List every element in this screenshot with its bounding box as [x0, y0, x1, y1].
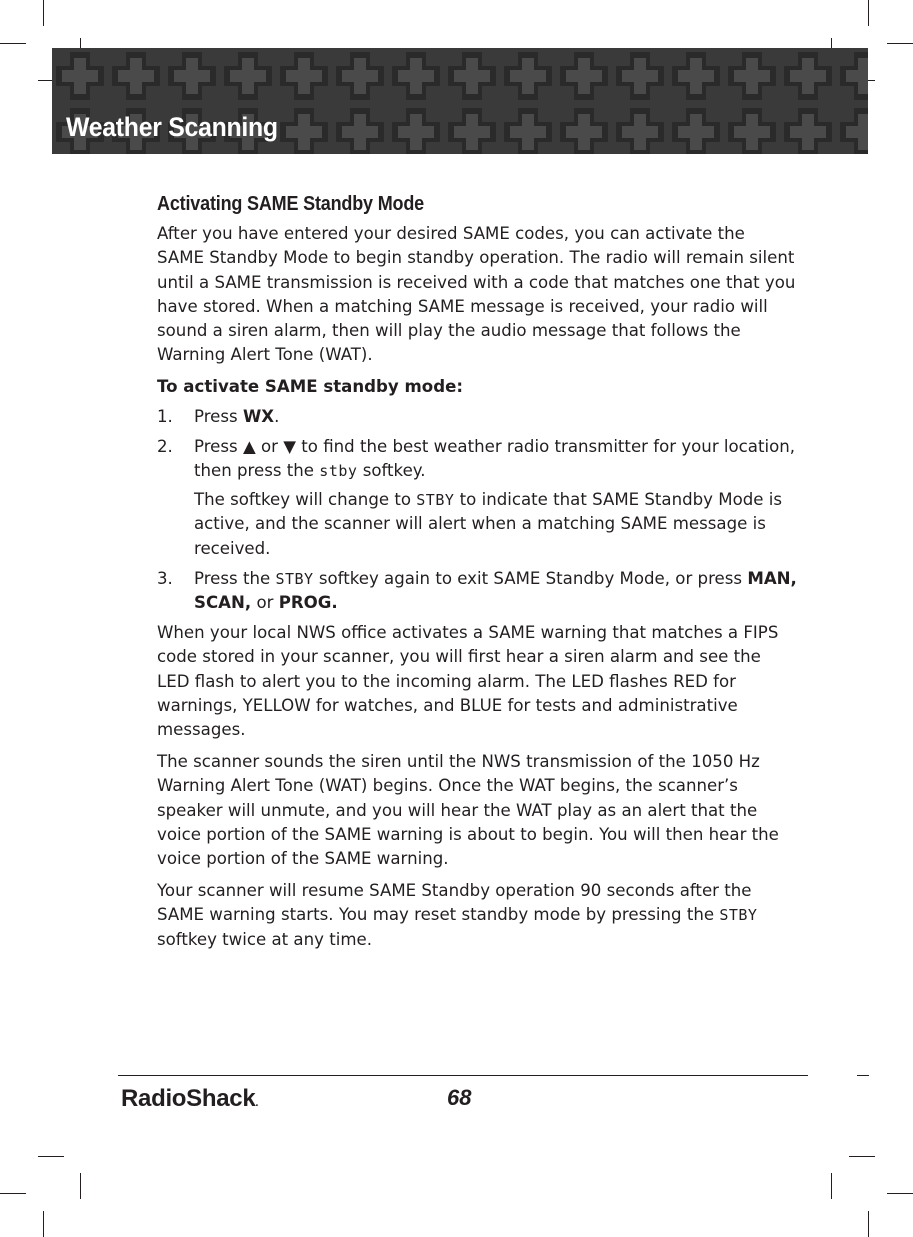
paragraph-text: Your scanner will resume SAME Standby operation 90 seconds after the SAME warning starts. You may reset standby mode by pressing the	[157, 881, 752, 925]
step-text: or	[251, 593, 279, 613]
brand-logo	[121, 1085, 258, 1113]
section-title: Weather Scanning	[66, 112, 278, 142]
step-text: softkey.	[357, 461, 426, 481]
crop-mark	[80, 1173, 81, 1199]
note-text: to indicate that SAME Standby Mode is active, and the scanner will alert when a matching SAME message is received.	[194, 490, 783, 558]
key-wx: WX	[242, 406, 275, 426]
step-text: Press	[194, 406, 243, 426]
siren-paragraph: The scanner sounds the siren until the NWS transmission of the 1050 Hz Warning Alert Tone (WAT) begins. Once the WAT begins, the scanner’s speaker will unmute, and you will hear the WAT play as an alert that the voice portion of the SAME warning is about to begin. You will then hear the voice portion of the SAME warning.	[157, 752, 779, 869]
footer-tick	[857, 1075, 869, 1076]
brand-name: RadioShack	[121, 1085, 256, 1112]
step-text: Press the	[194, 568, 276, 588]
step-1	[157, 405, 797, 429]
footer-rule	[118, 1075, 808, 1076]
crop-mark	[887, 1193, 913, 1194]
crop-mark	[0, 1193, 26, 1194]
alert-paragraph: When your local NWS office activates a SAME warning that matches a FIPS code stored in your scanner, you will first hear a siren alarm and see the LED flash to alert you to the incoming alarm. The LED flashes RED for warnings, YELLOW for watches, and BLUE for tests and administrative messages.	[157, 623, 779, 740]
page-number: 68	[447, 1085, 472, 1110]
procedure-title: To activate SAME standby mode:	[157, 377, 463, 397]
step-text: Press ▲ or ▼ to find the best weather radio transmitter for your location, then press the	[194, 436, 796, 481]
crop-mark	[868, 0, 869, 26]
note-text: The softkey will change to	[194, 490, 417, 510]
step-text: .	[274, 406, 280, 426]
crop-mark	[831, 1173, 832, 1199]
section-heading: Activating SAME Standby Mode	[157, 193, 424, 215]
lcd-stby: STBY	[719, 906, 758, 925]
step-number: 2.	[157, 436, 173, 456]
lcd-stby: STBY	[275, 569, 314, 588]
crop-mark	[849, 1156, 875, 1157]
step-note	[194, 488, 797, 561]
brand-dot: .	[255, 1097, 259, 1109]
key-man-scan: MAN, SCAN,	[194, 568, 797, 613]
resume-paragraph	[157, 879, 797, 952]
lcd-stby-lower: stby	[319, 462, 358, 481]
crop-mark	[38, 1156, 64, 1157]
crop-mark	[0, 43, 26, 44]
step-text: softkey again to exit SAME Standby Mode, or press	[313, 568, 748, 588]
procedure-steps	[157, 405, 797, 616]
crop-mark	[868, 1211, 869, 1237]
step-2	[157, 435, 797, 561]
lcd-stby: STBY	[416, 491, 455, 510]
step-number: 1.	[157, 406, 173, 426]
crop-mark	[43, 1211, 44, 1237]
page-content	[157, 192, 797, 960]
key-prog: PROG.	[278, 593, 338, 613]
crop-mark	[887, 43, 913, 44]
crop-mark	[43, 0, 44, 26]
paragraph-text: softkey twice at any time.	[157, 929, 372, 949]
step-3	[157, 567, 797, 615]
intro-paragraph: After you have entered your desired SAME codes, you can activate the SAME Standby Mode to begin standby operation. The radio will remain silent until a SAME transmission is received with a code that matches one that you have stored. When a matching SAME message is received, your radio will sound a siren alarm, then will play the audio message that follows the Warning Alert Tone (WAT).	[157, 224, 796, 365]
step-number: 3.	[157, 568, 173, 588]
